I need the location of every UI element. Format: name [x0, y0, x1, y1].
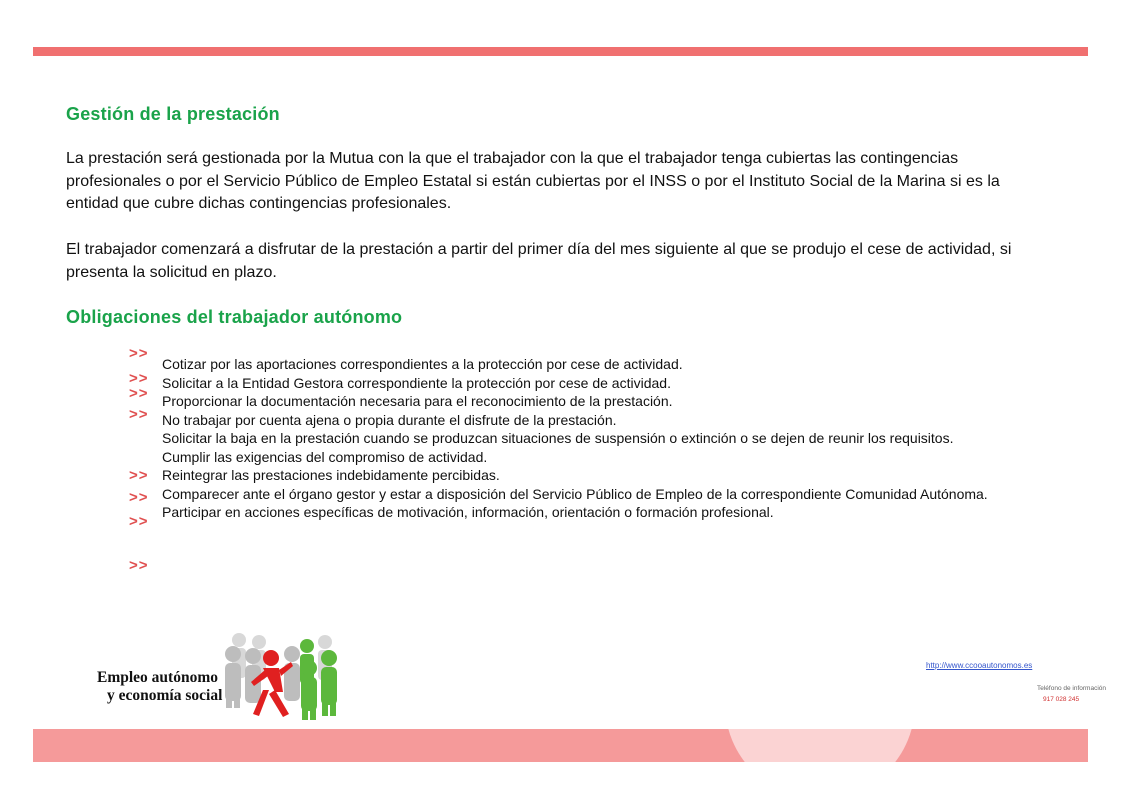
- bullet-markers: [0, 0, 160, 600]
- bullet-arrow-icon: >>: [129, 370, 149, 387]
- bullet-arrow-icon: >>: [129, 345, 149, 362]
- bullet-arrow-icon: >>: [129, 406, 149, 423]
- logo-text: [97, 669, 222, 705]
- section-title-gestion: Gestión de la prestación: [66, 104, 280, 124]
- bullet-arrow-icon: >>: [129, 385, 149, 402]
- bullet-arrow-icon: >>: [129, 467, 149, 484]
- list-item: Reintegrar las prestaciones indebidamente percibidas.: [162, 467, 500, 483]
- list-item: No trabajar por cuenta ajena o propia durante el disfrute de la prestación.: [162, 411, 617, 428]
- website-link[interactable]: http://www.ccooautonomos.es: [926, 661, 1033, 670]
- decorative-circle: [725, 729, 915, 762]
- logo-line-1: Empleo autónomo: [97, 669, 218, 686]
- phone-number: 917 028 245: [1043, 696, 1080, 703]
- list-item: Solicitar a la Entidad Gestora correspondiente la protección por cese de actividad.: [162, 374, 671, 391]
- empleo-autonomo-logo: [93, 632, 350, 722]
- bullet-arrow-icon: >>: [129, 489, 149, 506]
- list-item: Solicitar la baja en la prestación cuando se produzcan situaciones de suspensión o extinción o se dejen de reunir los requisitos.: [162, 430, 954, 446]
- paragraph-gestion-2: El trabajador comenzará a disfrutar de la prestación a partir del primer día del mes siguiente al que se produjo el cese de actividad, si presenta la solicitud en plazo.: [66, 241, 1012, 281]
- bottom-band: [33, 729, 1088, 762]
- bullet-arrow-icon: >>: [129, 513, 149, 530]
- list-item: Participar en acciones específicas de motivación, información, orientación o formación profesional.: [162, 504, 774, 520]
- paragraph-gestion-1: La prestación será gestionada por la Mutua con la que el trabajador con la que el trabajador tenga cubiertas las contingencias profesionales o por el Servicio Público de Empleo Estatal si están cubiertas por el INSS o por el Instituto Social de la Marina si es la entidad que cubre dichas contingencias profesionales.: [66, 150, 1000, 212]
- list-item: Proporcionar la documentación necesaria para el reconocimiento de la prestación.: [162, 393, 673, 409]
- bullet-arrow-icon: >>: [129, 557, 149, 574]
- obligations-list: [162, 355, 1062, 522]
- phone-label: Teléfono de información: [1037, 685, 1107, 692]
- logo-line-2: y economía social: [107, 687, 223, 704]
- list-item: Comparecer ante el órgano gestor y estar a disposición del Servicio Público de Empleo de la correspondiente Comunidad Autónoma.: [162, 485, 988, 502]
- list-item: Cumplir las exigencias del compromiso de actividad.: [162, 448, 488, 465]
- top-accent-bar: [33, 47, 1088, 56]
- list-item: Cotizar por las aportaciones correspondientes a la protección por cese de actividad.: [162, 356, 683, 372]
- section-title-obligaciones: Obligaciones del trabajador autónomo: [66, 307, 403, 327]
